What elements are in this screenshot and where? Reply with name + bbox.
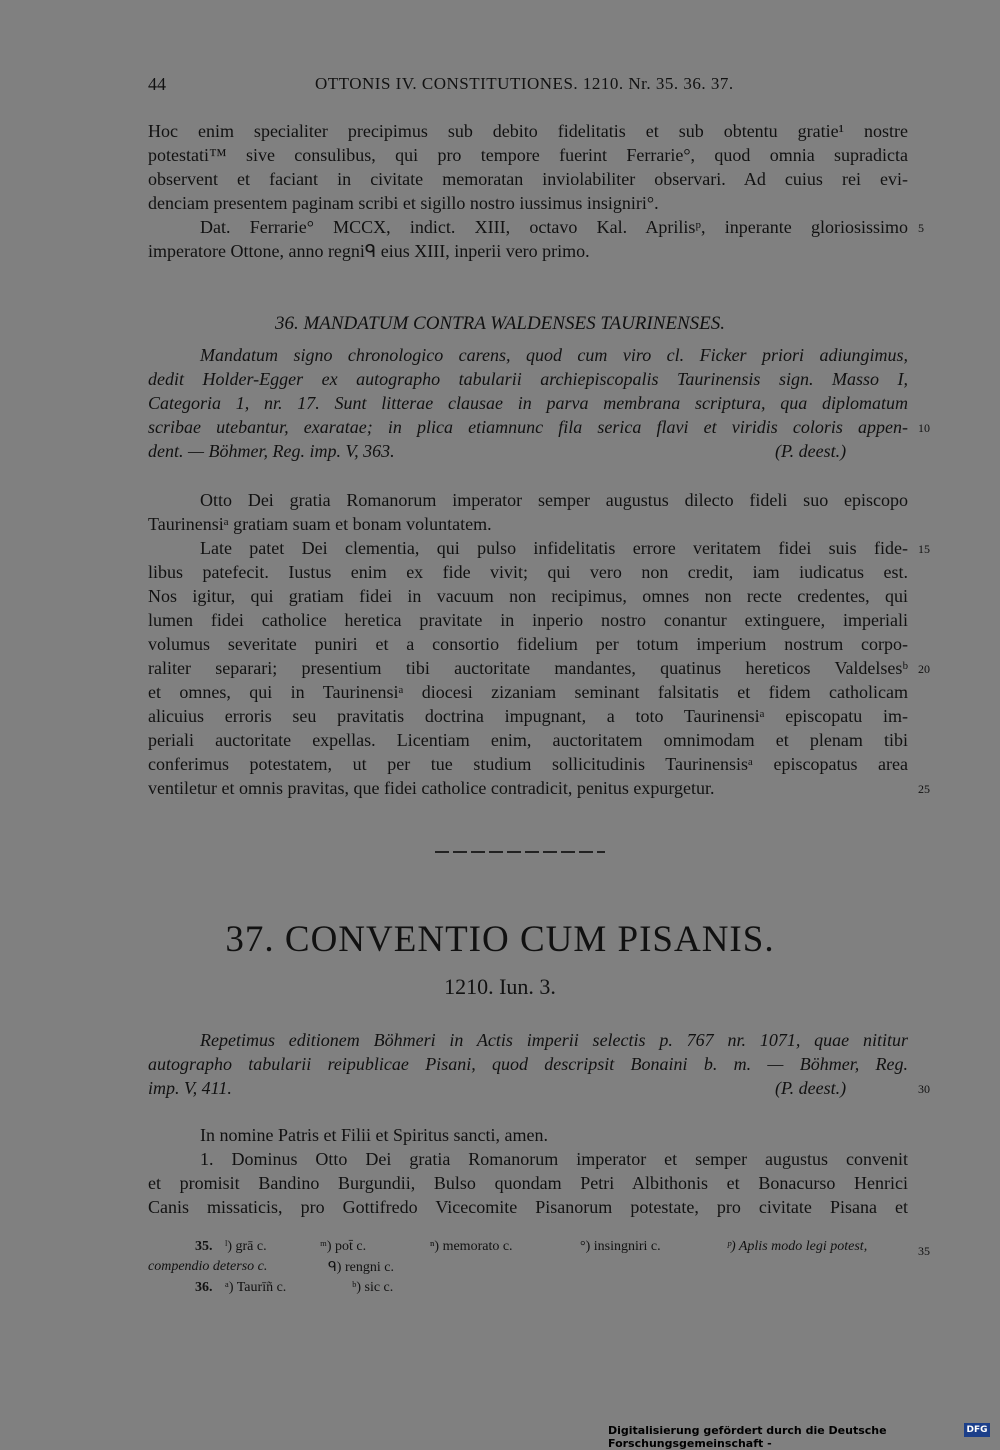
text-line: conferimus potestatem, ut per tue studium sollicitudinis Taurinensisᵃ episcopatus area bbox=[148, 754, 908, 774]
line-number: 20 bbox=[918, 662, 930, 676]
text-line: volumus severitate puniri et a consortio fidelium per totum imperium nostrum corpo- bbox=[148, 634, 908, 654]
line-number: 15 bbox=[918, 542, 930, 556]
running-header bbox=[148, 74, 905, 104]
footnote: ᑫ) rengni c. bbox=[328, 1260, 394, 1275]
note-line: imp. V, 411. bbox=[148, 1078, 232, 1098]
footnote: ᵇ) sic c. bbox=[352, 1280, 394, 1295]
note-line: Categoria 1, nr. 17. Sunt litterae clausae in parva membrana scriptura, qua diplomatum bbox=[148, 393, 908, 413]
footnote: compendio deterso c. bbox=[148, 1259, 268, 1274]
footnote: ᵃ) Taurīñ c. bbox=[225, 1280, 287, 1295]
running-title: OTTONIS IV. CONSTITUTIONES. 1210. Nr. 35. 36. 37. bbox=[315, 74, 734, 93]
text-line: Taurinensiᵃ gratiam suam et bonam voluntatem. bbox=[148, 514, 492, 534]
note-line: Repetimus editionem Böhmeri in Actis imperii selectis p. 767 nr. 1071, quae nititur bbox=[200, 1030, 908, 1050]
doc36-heading: 36. MANDATUM CONTRA WALDENSES TAURINENSES. bbox=[274, 313, 726, 334]
text-line: libus patefecit. Iustus enim ex fide vivit; qui vero non credit, iam iudicatus est. bbox=[148, 562, 908, 582]
text-line: Nos igitur, qui gratiam fidei in vacuum non recipimus, omnes non recte credentes, qui bbox=[148, 586, 908, 606]
note-line: Mandatum signo chronologico carens, quod cum viro cl. Ficker priori adiungimus, bbox=[200, 345, 908, 365]
text-line: In nomine Patris et Filii et Spiritus sancti, amen. bbox=[200, 1125, 548, 1145]
note-line: scribae utebantur, exaratae; in plica etiamnunc fila serica flavi et viridis coloris appen- bbox=[148, 417, 908, 437]
line-number: 10 bbox=[918, 421, 930, 435]
text-line: raliter separari; presentium tibi auctoritate mandantes, quatinus hereticos Valdelsesᵇ bbox=[148, 658, 908, 678]
line-number: 30 bbox=[918, 1082, 930, 1096]
note-line: autographo tabularii reipublicae Pisani, quod descripsit Bonaini b. m. — Böhmer, Reg. bbox=[148, 1054, 908, 1074]
doc37-title: 37. CONVENTIO CUM PISANIS. bbox=[225, 919, 775, 960]
text-line: lumen fidei catholice heretica pravitate in inperio nostro conantur extinguere, imperiali bbox=[148, 610, 908, 630]
digitization-credit: Digitalisierung gefördert durch die Deutsche Forschungsgemeinschaft - bbox=[608, 1424, 887, 1450]
line-number: 35 bbox=[918, 1244, 930, 1258]
text-line: observent et faciant in civitate memoratan inviolabiliter observari. Ad cuius rei evi- bbox=[148, 169, 908, 189]
text-line: Late patet Dei clementia, qui pulso infidelitatis errore veritatem fidei suis fide- bbox=[200, 538, 908, 558]
text-line: periali auctoritate expellas. Licentiam enim, auctoritatem omnimodam et plenam tibi bbox=[148, 730, 908, 750]
text-line: Canis missaticis, pro Gottifredo Vicecomite Pisanorum potestate, pro civitate Pisana et bbox=[148, 1197, 908, 1217]
text-line: imperatore Ottone, anno regniᑫ eius XIII, inperii vero primo. bbox=[148, 241, 590, 261]
footnote: ᵖ) Aplis modo legi potest, bbox=[727, 1239, 868, 1254]
dfg-logo: DFG bbox=[964, 1423, 990, 1437]
text-line: alicuius erroris seu pravitatis doctrina impugnant, a toto Taurinensiᵃ episcopatu im- bbox=[148, 706, 908, 726]
line-number: 25 bbox=[918, 782, 930, 796]
note-source: (P. deest.) bbox=[775, 1078, 847, 1098]
footnote-label: 36. bbox=[195, 1280, 213, 1295]
text-line: potestati™ sive consulibus, qui pro tempore fuerint Ferrarie°, quod omnia supradicta bbox=[148, 145, 908, 165]
text-line: et promisit Bandino Burgundii, Bulso quondam Petri Albithonis et Bonacurso Henrici bbox=[148, 1173, 908, 1193]
footnote: ˡ) grā c. bbox=[225, 1239, 267, 1254]
text-line: 1. Dominus Otto Dei gratia Romanorum imperator et semper augustus convenit bbox=[200, 1149, 908, 1169]
text-line: denciam presentem paginam scribi et sigillo nostro iussimus insigniri°. bbox=[148, 193, 659, 213]
page-number: 44 bbox=[148, 74, 166, 94]
footnote: ⁿ) memorato c. bbox=[430, 1239, 513, 1254]
note-line: dent. — Böhmer, Reg. imp. V, 363. bbox=[148, 441, 395, 461]
text-line: Dat. Ferrarie° MCCX, indict. XIII, octavo Kal. Aprilisᵖ, inperante gloriosissimo bbox=[200, 217, 908, 237]
doc37-date: 1210. Iun. 3. bbox=[444, 974, 556, 999]
text-line: Hoc enim specialiter precipimus sub debito fidelitatis et sub obtentu gratie¹ nostre bbox=[148, 121, 908, 141]
text-line: et omnes, qui in Taurinensiᵃ diocesi zizaniam seminant falsitatis et fidem catholicam bbox=[148, 682, 908, 702]
text-line: Otto Dei gratia Romanorum imperator semper augustus dilecto fideli suo episcopo bbox=[200, 490, 908, 510]
note-source: (P. deest.) bbox=[775, 441, 847, 461]
footnote-label: 35. bbox=[195, 1239, 213, 1254]
section-separator bbox=[435, 851, 605, 853]
footnote: °) insingniri c. bbox=[580, 1239, 661, 1254]
note-line: dedit Holder-Egger ex autographo tabularii archiepiscopalis Taurinensis sign. Masso I, bbox=[148, 369, 908, 389]
footnote: ᵐ) pot̄ c. bbox=[320, 1239, 367, 1254]
text-line: ventiletur et omnis pravitas, que fidei catholice contradicit, penitus expurgetur. bbox=[148, 778, 715, 798]
line-number: 5 bbox=[918, 221, 924, 235]
